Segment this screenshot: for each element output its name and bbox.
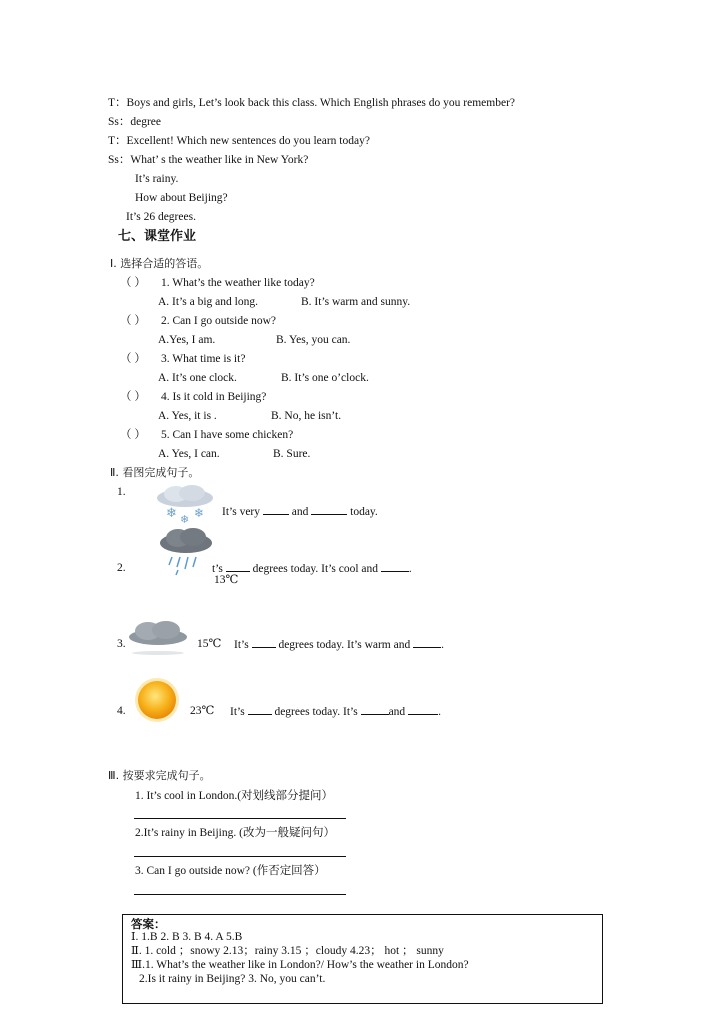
q1-paren[interactable]: （ ） [120, 277, 146, 289]
item4-blank-2[interactable] [361, 704, 389, 715]
q1-option-b: B. It’s warm and sunny. [301, 296, 411, 308]
q3-text: 3. What time is it? [161, 353, 246, 365]
snow-cloud-icon [154, 483, 216, 525]
item3-text-c: . [441, 639, 444, 651]
dialogue-line-3: T：Excellent! Which new sentences do you learn today? [108, 135, 370, 147]
answer-line-1: Ⅰ. 1.B 2. B 3. B 4. A 5.B [131, 931, 243, 943]
q3-option-a: A. It’s one clock. [158, 372, 237, 384]
part3-q1: 1. It’s cool in London.(对划线部分提问） [135, 790, 334, 802]
item4-sentence [230, 704, 441, 719]
item4-text-b: degrees today. It’s [274, 706, 358, 718]
dialogue-line-1: T：Boys and girls, Let’s look back this class. Which English phrases do you remember? [108, 97, 516, 109]
svg-text:❄: ❄ [166, 506, 177, 521]
item4-blank-3[interactable] [408, 704, 438, 715]
item2-number: 2. [117, 562, 126, 574]
item2-temperature: 13℃ [214, 574, 239, 586]
q4-text: 4. Is it cold in Beijing? [161, 391, 267, 403]
item1-sentence [222, 504, 378, 519]
answer-title: 答案： [131, 917, 166, 931]
q2-option-a: A.Yes, I am. [158, 334, 216, 346]
item4-text-a: It’s [230, 706, 245, 718]
q2-text: 2. Can I go outside now? [161, 315, 276, 327]
item3-sentence [234, 637, 444, 652]
item1-blank-1[interactable] [263, 504, 289, 515]
item3-number: 3. [117, 638, 126, 650]
q1-text: 1. What’s the weather like today? [161, 277, 315, 289]
item2-text-c: . [408, 563, 412, 575]
section-title: 七、课堂作业 [118, 229, 197, 244]
rain-cloud-icon [158, 527, 214, 577]
item2-text-b: degrees today. It’s cool and [252, 563, 379, 575]
part1-title: Ⅰ. 选择合适的答语。 [110, 257, 209, 270]
svg-text:❄: ❄ [180, 513, 190, 525]
q5-paren[interactable]: （ ） [120, 429, 146, 441]
item2-sentence [212, 561, 412, 576]
item1-text-b: and [291, 506, 309, 518]
item4-temperature: 23℃ [190, 705, 215, 717]
q3-paren[interactable]: （ ） [120, 353, 146, 365]
item4-blank-1[interactable] [248, 704, 272, 715]
item4-number: 4. [117, 705, 126, 717]
answer-line-2: Ⅱ. 1. cold ；snowy 2.13；rainy 3.15 ；cloudy 4.23； hot ； sunny [131, 945, 444, 957]
q4-option-b: B. No, he isn’t. [271, 410, 342, 422]
part3-answer-line-1[interactable] [134, 818, 346, 819]
item3-temperature: 15℃ [197, 638, 222, 650]
item2-text-a: t’s [212, 563, 223, 575]
item3-blank-2[interactable] [413, 637, 441, 648]
svg-text:❄: ❄ [194, 506, 205, 520]
part3-answer-line-3[interactable] [134, 894, 346, 895]
part3-answer-line-2[interactable] [134, 856, 346, 857]
item1-blank-2[interactable] [311, 504, 347, 515]
item3-text-b: degrees today. It’s warm and [278, 639, 411, 651]
item1-number: 1. [117, 486, 126, 498]
q5-option-b: B. Sure. [273, 448, 311, 460]
q5-option-a: A. Yes, I can. [158, 448, 220, 460]
q4-option-a: A. Yes, it is . [158, 410, 217, 422]
item3-blank-1[interactable] [252, 637, 276, 648]
item1-text-c: today. [350, 506, 378, 518]
answer-line-3: Ⅲ.1. What’s the weather like in London?/ How’s the weather in London? [131, 959, 469, 971]
dialogue-line-4: Ss：What’ s the weather like in New York? [108, 154, 309, 166]
item3-text-a: It’s [234, 639, 249, 651]
answer-line-4: 2.Is it rainy in Beijing? 3. No, you can’t. [139, 973, 326, 985]
answer-box [122, 914, 603, 1004]
q2-option-b: B. Yes, you can. [276, 334, 351, 346]
q5-text: 5. Can I have some chicken? [161, 429, 294, 441]
item4-text-c: and [388, 706, 406, 718]
dialogue-line-5: It’s rainy. [135, 173, 179, 185]
item2-blank-1[interactable] [226, 561, 250, 572]
cloud-icon [126, 617, 190, 659]
part3-q3: 3. Can I go outside now? (作否定回答） [135, 865, 326, 877]
dialogue-line-6: How about Beijing? [135, 192, 228, 204]
dialogue-line-7: It’s 26 degrees. [126, 211, 196, 223]
q1-option-a: A. It’s a big and long. [158, 296, 258, 308]
q2-paren[interactable]: （ ） [120, 315, 146, 327]
dialogue-line-2: Ss：degree [108, 116, 162, 128]
part3-title: Ⅲ. 按要求完成句子。 [108, 769, 211, 782]
item1-text-a: It’s very [222, 506, 261, 518]
item4-text-d: . [438, 706, 441, 718]
item2-blank-2[interactable] [381, 561, 409, 572]
part2-title: Ⅱ. 看图完成句子。 [110, 466, 200, 479]
q3-option-b: B. It’s one o’clock. [281, 372, 369, 384]
sun-icon [133, 676, 181, 724]
part3-q2: 2.It’s rainy in Beijing. (改为一般疑问句） [135, 827, 335, 839]
q4-paren[interactable]: （ ） [120, 391, 146, 403]
